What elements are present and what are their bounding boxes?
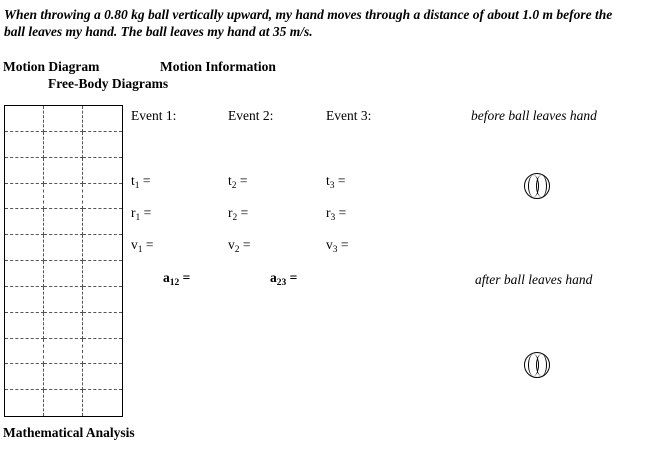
event-3-position-equals: = [338, 205, 347, 220]
ball-icon [524, 173, 550, 199]
heading-motion-diagram: Motion Diagram [3, 59, 100, 74]
fbd-caption-before: before ball leaves hand [471, 108, 597, 123]
motion-grid-cell[interactable] [44, 364, 83, 390]
event-2-position-equals: = [240, 205, 249, 220]
heading-mathematical-analysis: Mathematical Analysis [3, 425, 135, 440]
event-1-position-equals: = [143, 205, 152, 220]
acceleration-23-symbol: a [270, 270, 277, 285]
motion-grid-cell[interactable] [44, 158, 83, 184]
fbd-caption-after: after ball leaves hand [475, 272, 593, 287]
event-2-velocity-subscript: 2 [234, 245, 240, 255]
motion-grid-cell[interactable] [5, 313, 44, 339]
event-1-time-field[interactable] [131, 173, 151, 189]
motion-grid-cell[interactable] [83, 339, 122, 365]
ball-icon [524, 352, 550, 378]
motion-grid-cell[interactable] [83, 390, 122, 416]
motion-grid-cell[interactable] [5, 209, 44, 235]
motion-grid-cell[interactable] [83, 132, 122, 158]
event-2-time-equals: = [239, 173, 248, 188]
motion-grid-cell[interactable] [5, 132, 44, 158]
event-2-velocity-equals: = [242, 237, 251, 252]
motion-grid-cell[interactable] [83, 287, 122, 313]
event-2-time-field[interactable] [228, 173, 248, 189]
motion-diagram-grid[interactable] [4, 105, 123, 417]
event-1-velocity-field[interactable] [131, 237, 154, 253]
acceleration-12-symbol: a [163, 270, 170, 285]
event-2-time-subscript: 2 [231, 181, 237, 191]
event-1-position-field[interactable] [131, 205, 151, 221]
event-1-position-subscript: 1 [135, 213, 141, 223]
motion-grid-cell[interactable] [44, 339, 83, 365]
acceleration-12-equals: = [182, 270, 191, 285]
motion-grid-cell[interactable] [44, 313, 83, 339]
event-3-velocity-field[interactable] [326, 237, 349, 253]
event-2-position-symbol: r [228, 205, 233, 220]
heading-motion-information: Motion Information [160, 59, 276, 74]
motion-grid-cell[interactable] [44, 184, 83, 210]
acceleration-23-subscript: 23 [276, 278, 287, 288]
motion-grid-cell[interactable] [83, 235, 122, 261]
motion-grid-cell[interactable] [44, 132, 83, 158]
acceleration-12-field[interactable] [163, 270, 190, 286]
event-2-velocity-field[interactable] [228, 237, 251, 253]
problem-statement: When throwing a 0.80 kg ball vertically upward, my hand moves through a distance of about 1.0 m before the ball leaves my hand. The ball leaves my hand at 35 m/s. [4, 7, 613, 39]
motion-grid-cell[interactable] [83, 364, 122, 390]
event-3-time-field[interactable] [326, 173, 346, 189]
motion-grid-cell[interactable] [83, 209, 122, 235]
motion-grid-cell[interactable] [83, 158, 122, 184]
acceleration-23-field[interactable] [270, 270, 297, 286]
event-1-velocity-equals: = [145, 237, 154, 252]
event-1-velocity-symbol: v [131, 237, 138, 252]
event-1-position-symbol: r [131, 205, 136, 220]
motion-grid-cell[interactable] [5, 184, 44, 210]
event-2-position-field[interactable] [228, 205, 248, 221]
event-1-time-equals: = [142, 173, 151, 188]
event-3-position-symbol: r [326, 205, 331, 220]
event-1-label: Event 1: [131, 108, 177, 123]
motion-grid-cell[interactable] [5, 261, 44, 287]
event-3-time-subscript: 3 [329, 181, 335, 191]
motion-grid-cell[interactable] [5, 158, 44, 184]
motion-grid-cell[interactable] [44, 235, 83, 261]
motion-grid-cell[interactable] [5, 106, 44, 132]
motion-grid-cell[interactable] [5, 364, 44, 390]
motion-grid-cell[interactable] [5, 390, 44, 416]
event-3-label: Event 3: [326, 108, 372, 123]
event-1-time-subscript: 1 [134, 181, 140, 191]
event-1-velocity-subscript: 1 [137, 245, 143, 255]
motion-grid-cell[interactable] [5, 235, 44, 261]
motion-grid-cell[interactable] [83, 313, 122, 339]
event-3-velocity-equals: = [340, 237, 349, 252]
event-3-time-equals: = [337, 173, 346, 188]
event-3-time-symbol: t [326, 173, 330, 188]
acceleration-12-subscript: 12 [169, 278, 180, 288]
event-1-time-symbol: t [131, 173, 135, 188]
motion-grid-cell[interactable] [44, 287, 83, 313]
heading-free-body-diagrams: Free-Body Diagrams [48, 76, 169, 91]
event-3-position-field[interactable] [326, 205, 346, 221]
motion-grid-cell[interactable] [44, 106, 83, 132]
event-2-position-subscript: 2 [232, 213, 238, 223]
motion-grid-cell[interactable] [83, 261, 122, 287]
motion-grid-cell[interactable] [44, 261, 83, 287]
motion-grid-cell[interactable] [44, 390, 83, 416]
motion-grid-cell[interactable] [5, 287, 44, 313]
motion-grid-cell[interactable] [83, 184, 122, 210]
event-3-velocity-subscript: 3 [332, 245, 338, 255]
event-3-velocity-symbol: v [326, 237, 333, 252]
event-2-time-symbol: t [228, 173, 232, 188]
motion-grid-cell[interactable] [5, 339, 44, 365]
event-2-velocity-symbol: v [228, 237, 235, 252]
event-3-position-subscript: 3 [330, 213, 336, 223]
motion-grid-cell[interactable] [44, 209, 83, 235]
event-2-label: Event 2: [228, 108, 274, 123]
acceleration-23-equals: = [289, 270, 298, 285]
motion-grid-cell[interactable] [83, 106, 122, 132]
